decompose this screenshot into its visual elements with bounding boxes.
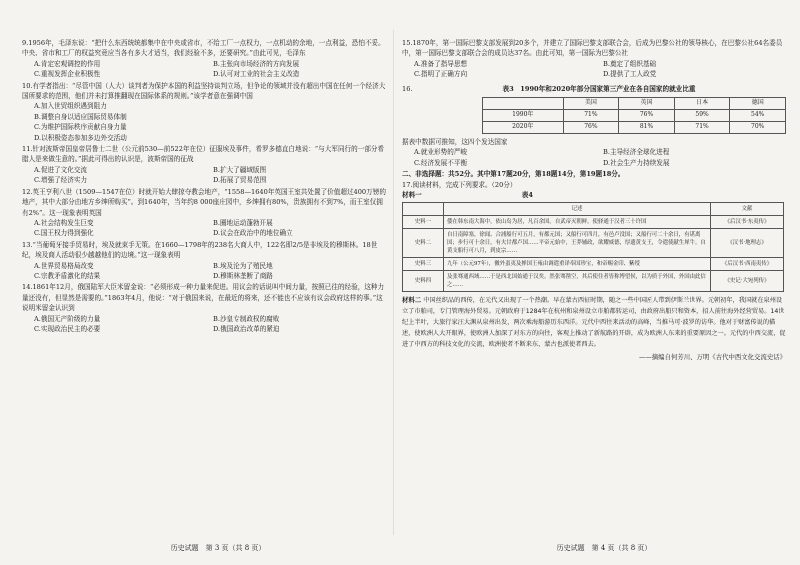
question-stem: 据表中数据可推知，这四个发达国家 (402, 138, 508, 147)
table-row (403, 229, 784, 258)
option-a: A.俄国无产阶级的力量 (34, 314, 101, 323)
table-row (483, 122, 786, 134)
table-header-cell: 德国 (730, 98, 786, 110)
question-15 (402, 38, 786, 80)
table-4 (402, 202, 784, 292)
table-3 (482, 97, 786, 134)
option-c: C.为维护国际秩序贡献自身力量 (34, 123, 127, 132)
option-b: B.沙皇专制政权的腐败 (213, 314, 280, 323)
table-cell: 2020年 (483, 122, 564, 134)
table-cell: 70% (730, 122, 786, 134)
question-number: 16. (402, 84, 413, 93)
question-stem: 14.1861年12月，俄国陆军大臣米留金说：“必须形成一种力量来促进。用议会的话说叫中间力量，按照已往的经验，这种力量还没有，但显然是需要的。”1863年4月，他说：“对于俄国来说，在最近的将来，还不能也不应该有议会政府这样的事。”这说明米留金认识到 (22, 283, 385, 313)
table-header-cell: 日本 (674, 98, 730, 110)
material-2-label: 材料二 (402, 296, 422, 305)
question-14 (22, 282, 386, 334)
question-11 (22, 144, 386, 186)
option-a: A.准备了指导思想 (414, 59, 468, 68)
page-footer: 历史试题 第 3 页（共 8 页） (170, 543, 266, 552)
option-d: D.穆斯林垄断了商路 (213, 271, 273, 280)
table-row (483, 110, 786, 122)
option-d: D.认可对工业的社会主义改造 (213, 70, 300, 79)
table-row (403, 216, 784, 229)
question-16 (402, 84, 786, 169)
table-cell: 54% (730, 110, 786, 122)
page-footer: 历史试题 第 4 页（共 8 页） (556, 543, 652, 552)
table-cell: 及张骞通西域……于是西北国始通于汉矣。然张骞凿空，其后使往者皆称博望侯，以为质于外国，外国由此信之…… (444, 271, 711, 292)
table-cell: 《后汉书·东夷传》 (711, 216, 784, 229)
material-1-label: 材料一 (402, 191, 422, 200)
table-cell: 史料二 (403, 229, 444, 258)
table-header-cell: 英国 (619, 98, 675, 110)
table-cell: 史料三 (403, 258, 444, 271)
table-4-label: 表4 (521, 191, 533, 200)
option-d: D.议会在政治中的地位确立 (213, 229, 293, 238)
question-13 (22, 240, 386, 282)
table-cell: 倭在韩东南大海中，依山岛为居，凡百余国。自武帝灭朝鲜，使驿通于汉者三十许国 (444, 216, 711, 229)
option-c: C.国王权力得到强化 (34, 229, 94, 238)
option-b: B.调整自身以适应国际贸易体制 (34, 112, 127, 121)
table-header-row (403, 203, 784, 216)
question-10 (22, 81, 386, 143)
option-d: D.提供了工人政党 (603, 70, 657, 79)
option-d: D.拓展了贸易范围 (213, 176, 267, 185)
table-header-row (483, 98, 786, 110)
table-cell: 71% (563, 110, 619, 122)
option-a: A.世界贸易格局改变 (34, 261, 94, 270)
table-cell: 71% (674, 122, 730, 134)
table-3-title: 表3 1990年和2020年部分国家第三产业在各自国家的就业比重 (502, 84, 696, 93)
question-stem: 12.英王亨利八世（1509—1547在位）时就开始大肆掠夺教会地产，“1558—1640年英国王室共处置了价值超过400万镑的地产，其中大部分由地方乡绅所购买”。到1640年，当年约8 000座庄园中，乡绅拥有80%，贵族拥有不到7%，而王室仅拥有2%”。这一现象表明英国 (22, 187, 386, 217)
material-2-source: ——摘编自何芳川、万明《古代中西文化交流史话》 (639, 353, 786, 362)
page-divider (393, 30, 394, 535)
table-cell: 59% (674, 110, 730, 122)
option-a: A.就业形势的严峻 (414, 148, 468, 157)
question-stem: 15.1870年，第一国际巴黎支部发展到20多个，并建立了国际巴黎支部联合会，后成为巴黎公社的领导核心，在巴黎公社64名委员中，第一国际巴黎支部联合会的成员达37名。由此可知，第一国际为巴黎公社 (402, 39, 783, 58)
table-cell: 自日南障塞，徐闻、合浦船行可五月，有都元国；又船行可四月，有邑卢没国；又船行可二十余日，有谌离国；步行可十余日，有夫甘都卢国……平帝元始中，王莽辅政，欲耀威德，厚遗黄支王，令遣使献生犀牛。自黄支船行可八月，到皮宗…… (444, 229, 711, 258)
option-c: C.增强了经济实力 (34, 176, 88, 185)
table-cell: 《史记·大宛列传》 (711, 271, 784, 292)
option-d: D.以积极姿态参加多边外交活动 (34, 133, 127, 142)
question-17-stem: 17.阅读材料，完成下列要求。（20分） (402, 180, 517, 189)
option-a: A.肯定宏观调控的作用 (34, 59, 101, 68)
option-c: C.指明了正确方向 (414, 70, 468, 79)
table-row (403, 271, 784, 292)
table-header-cell: 文献 (711, 203, 784, 216)
table-header-cell: 记述 (444, 203, 711, 216)
option-b: B.主导经济全球化进程 (603, 148, 670, 157)
question-12 (22, 187, 386, 239)
question-9 (22, 38, 386, 80)
option-d: D.俄国政治改革的紧迫 (213, 324, 280, 333)
option-c: C.实现政治民主的必要 (34, 324, 101, 333)
table-header-cell (403, 203, 444, 216)
table-cell: 史料一 (403, 216, 444, 229)
table-cell: 76% (619, 110, 675, 122)
option-b: B.奠定了组织基础 (603, 59, 657, 68)
option-c: C.宗教矛盾激化的结果 (34, 271, 101, 280)
table-header-cell (483, 98, 564, 110)
option-d: D.社会生产力持续发展 (603, 158, 670, 167)
question-stem: 11.针对波斯帝国皇帝居鲁士二世（公元前530—前522年在位）征服埃及事件，希罗多德直白地说：“与大军同行的一部分希腊人是来做生意的。”据此可得出的认识是，波斯帝国的征战 (22, 145, 385, 164)
table-cell: 1990年 (483, 110, 564, 122)
option-a: A.加入世贸组织遇到阻力 (34, 102, 107, 111)
option-b: B.埃及沦为了殖民地 (213, 261, 273, 270)
question-stem: 10.有学者指出：“尽管中国（人大）谈判者为保护本国的利益坚持谈判立场，但争论的领域并没有超出中国在任何一个经济大国所要求的范围，他们并未打算推翻现在国际体系的规则。”该学者意在强调中国 (22, 81, 386, 101)
section-2-title: 二、非选择题：共52分。其中第17题20分，第18题14分，第19题18分。 (402, 170, 625, 179)
page-3 (0, 0, 392, 565)
table-cell: 史料四 (403, 271, 444, 292)
table-cell: 九年（公元97年），徼外蛮夷及掸国王雍由调遣重译奉国珍宝，和帝赐金印、紫绶 (444, 258, 711, 271)
option-b: B.主张向市场经济的方向发展 (213, 59, 300, 68)
material-2-text: 中国丝织品的西传，在元代又出现了一个热潮。早在蒙古西征时期，随之一些中国匠人带到伊斯兰世界。元朝初年，我国就在泉州设立了市舶司，专门管理海外贸易。元朝政府于1284年在杭州和泉州设立市舶都转运司，由政府出船只和资本，招人前往海外经营贸易。14世纪上半叶，大旅行家汪大渊从泉州出发，两次乘海船游历东西洋。元代中西往来活动的高峰，当推马可·波罗的访华。他对于财富传说的描述，使欧洲人大开眼界，使欧洲人加深了对东方的向往，客观上推动了新航路的开辟，成为欧洲人东来的重要原因之一。元代的中西交流，促进了中西方的科技文化的交流，欧洲使者不断来东，蒙古也派使者西去。 (402, 297, 786, 349)
table-row (403, 258, 784, 271)
option-c: C.经济发展不平衡 (414, 158, 468, 167)
table-cell: 76% (563, 122, 619, 134)
table-header-cell: 美国 (563, 98, 619, 110)
option-a: A.促进了文化交流 (34, 165, 88, 174)
page-4 (396, 0, 800, 565)
table-cell: 《汉书·地理志》 (711, 229, 784, 258)
question-stem: 13.“当葡萄牙接手贸易时，埃及就束手无策。在1660—1798年的238名大商人中，122名即2/5是非埃及的穆斯林。18世纪，埃及商人活动很少越越他们的边境。”这一现象表明 (22, 240, 378, 260)
question-stem: 9.1956年，毛泽东说：“把什么东西统统都集中在中央或省市，不给工厂一点权力，一点机动的余地，一点利益，恐怕不妥。中央、省市和工厂的权益究竟应当各有多大才适当，我们经验不多，还要研究。”由此可见，毛泽东 (22, 39, 385, 58)
option-c: C.重视发挥企业积极性 (34, 70, 101, 79)
option-b: B.扩大了疆域版图 (213, 165, 267, 174)
material-2 (402, 295, 786, 362)
table-cell: 81% (619, 122, 675, 134)
option-a: A.社会结构发生巨变 (34, 218, 94, 227)
table-cell: 《后汉书·西南夷传》 (711, 258, 784, 271)
option-b: B.圈地运动蓬勃开展 (213, 218, 273, 227)
